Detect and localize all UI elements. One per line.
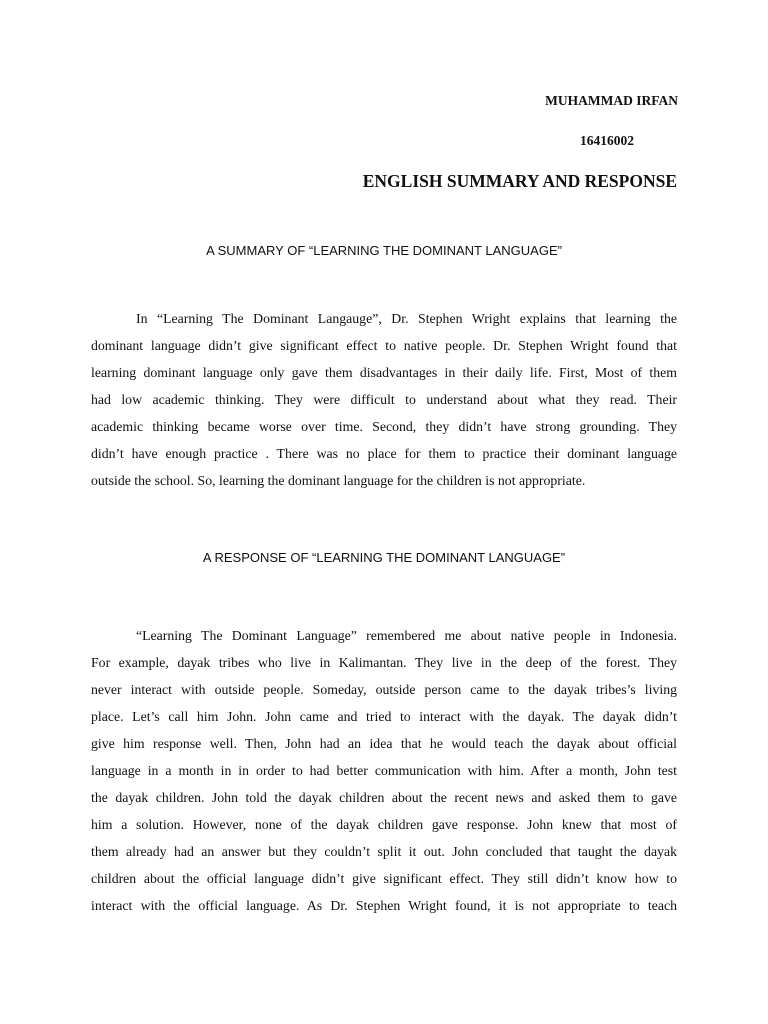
paragraph-line: “Learning The Dominant Language” remembered me about native people in Indonesia. (136, 628, 677, 643)
paragraph-line: For example, dayak tribes who live in Kalimantan. They live in the deep of the forest. They (91, 655, 677, 670)
paragraph-line: dominant language didn’t give significant effect to native people. Dr. Stephen Wright found that (91, 338, 677, 353)
paragraph-line: academic thinking became worse over time. Second, they didn’t have strong grounding. They (91, 419, 677, 434)
paragraph-line: learning dominant language only gave them disadvantages in their daily life. First, Most of them (91, 365, 677, 380)
paragraph-line: had low academic thinking. They were difficult to understand about what they read. Their (91, 392, 677, 407)
student-id: 16416002 (580, 133, 634, 148)
response-heading: A RESPONSE OF “LEARNING THE DOMINANT LANGUAGE” (202, 550, 566, 565)
response-paragraph (91, 622, 677, 919)
paragraph-line: place. Let’s call him John. John came and tried to interact with the dayak. The dayak didn’t (91, 709, 677, 724)
author-name: MUHAMMAD IRFAN (545, 93, 678, 108)
paragraph-line: never interact with outside people. Someday, outside person came to the dayak tribes’s living (91, 682, 677, 697)
paragraph-line: In “Learning The Dominant Langauge”, Dr. Stephen Wright explains that learning the (136, 311, 677, 326)
paragraph-line: the dayak children. John told the dayak children about the recent news and asked them to gave (91, 790, 677, 805)
paragraph-line: language in a month in in order to had better communication with him. After a month, John test (91, 763, 677, 778)
paragraph-line: give him response well. Then, John had an idea that he would teach the dayak about official (91, 736, 677, 751)
paragraph-line: him a solution. However, none of the dayak children gave response. John knew that most of (91, 817, 677, 832)
document-title: ENGLISH SUMMARY AND RESPONSE (362, 171, 677, 191)
paragraph-line: outside the school. So, learning the dominant language for the children is not appropriate. (91, 473, 586, 488)
summary-paragraph (91, 305, 677, 494)
paragraph-line: didn’t have enough practice . There was no place for them to practice their dominant language (91, 446, 677, 461)
paragraph-line: them already had an answer but they couldn’t split it out. John concluded that taught the dayak (91, 844, 677, 859)
paragraph-line: children about the official language didn’t give significant effect. They still didn’t know how to (91, 871, 677, 886)
paragraph-line: interact with the official language. As Dr. Stephen Wright found, it is not appropriate to teach (91, 898, 677, 913)
summary-heading: A SUMMARY OF “LEARNING THE DOMINANT LANGUAGE” (206, 243, 562, 258)
